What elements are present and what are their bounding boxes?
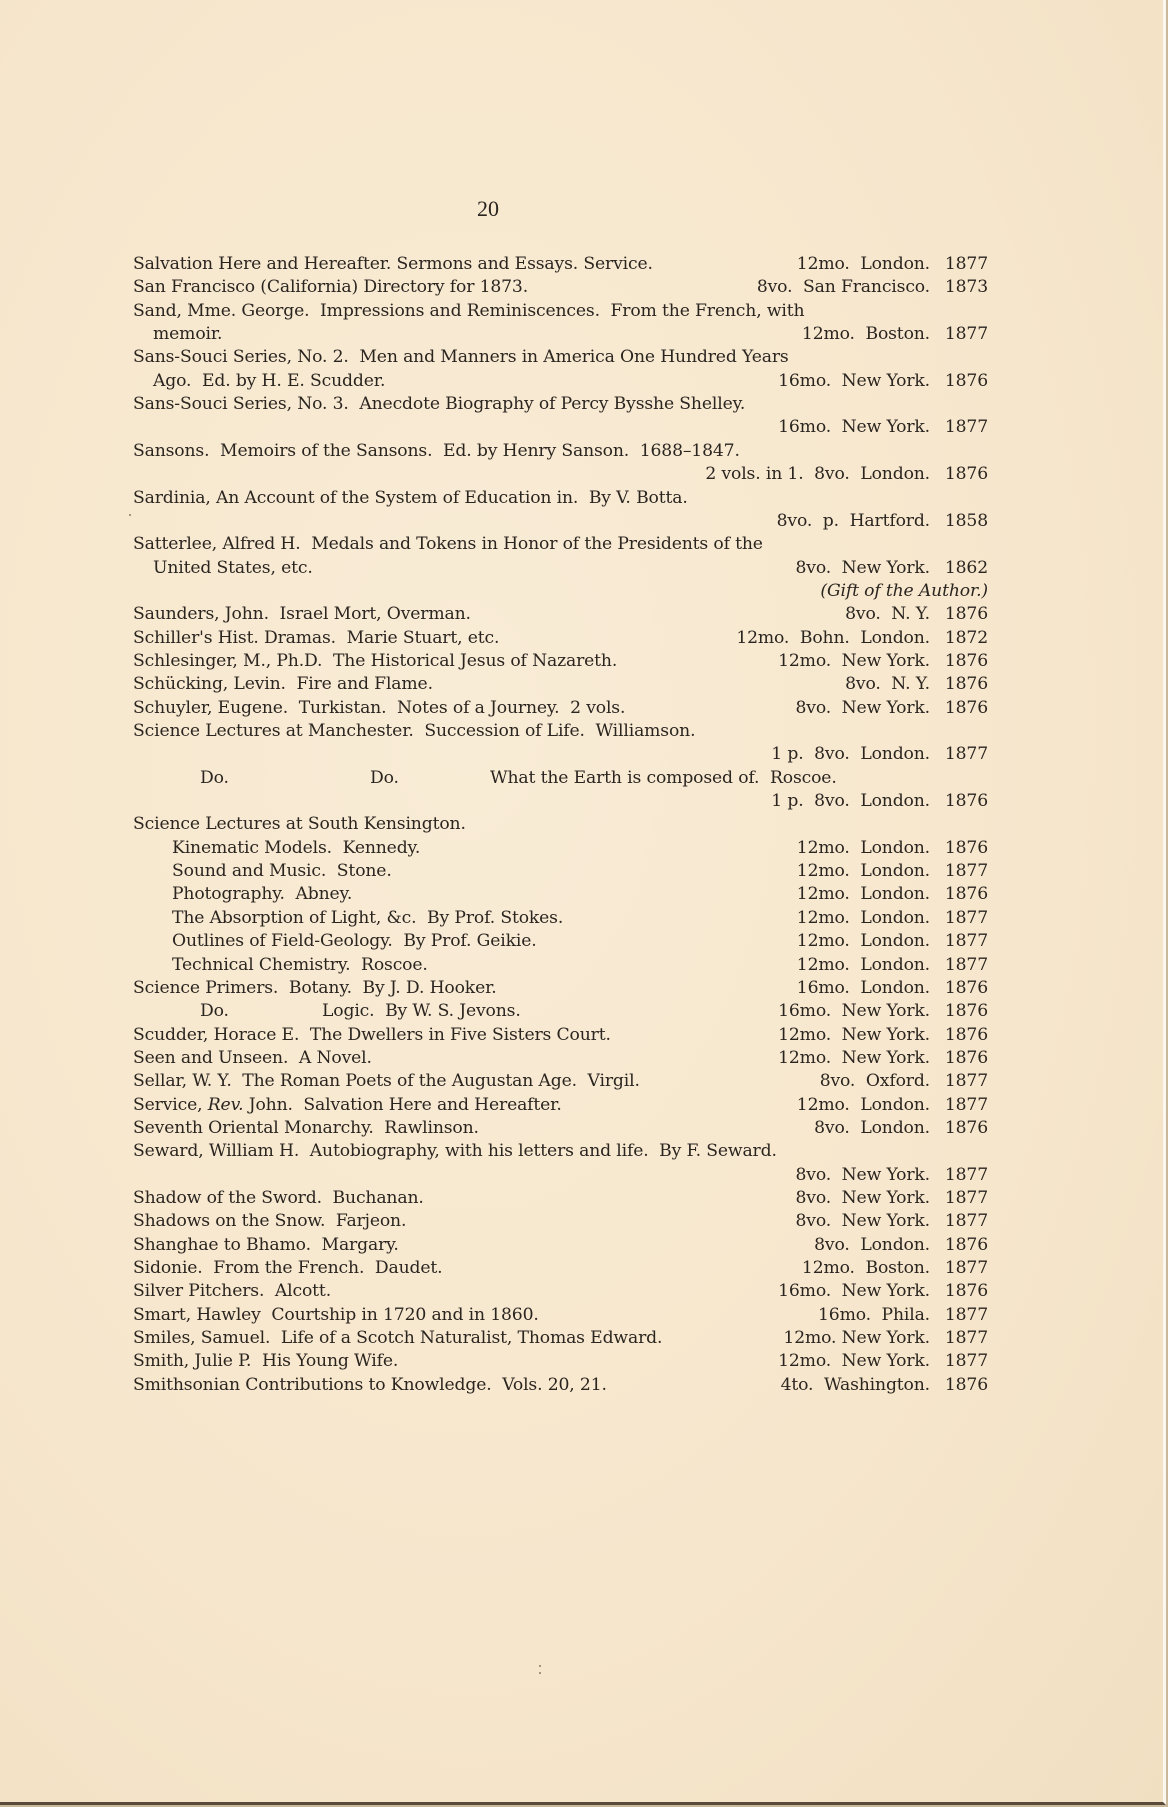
publication-info: 8vo. New York.: [795, 1211, 930, 1232]
catalog-line: [0, 931, 1163, 954]
catalog-line: [0, 674, 1163, 697]
entry-text: [153, 558, 313, 578]
publication-year: 1877: [944, 324, 988, 345]
catalog-line: [0, 955, 1163, 978]
catalog-line: [0, 1351, 1163, 1374]
entry-text-part: Smithsonian Contributions to Knowledge. Vols. 20, 21.: [133, 1374, 607, 1395]
publication-info: 12mo. London.: [796, 1094, 930, 1115]
entry-text: [133, 814, 466, 834]
entry-text: [133, 441, 740, 461]
publication-info: 12mo. New York.: [783, 1328, 930, 1349]
publication-year: 1877: [944, 1188, 988, 1208]
publication-info: 12mo. New York.: [778, 1024, 930, 1045]
entry-text: [133, 301, 804, 321]
entry-text-part: Silver Pitchers. Alcott.: [133, 1281, 332, 1302]
entry-text-part: Scudder, Horace E. The Dwellers in Five Sisters Court.: [133, 1024, 611, 1045]
publication-year: 1877: [944, 1258, 988, 1279]
entry-text: [133, 1305, 539, 1325]
entry-text: [172, 861, 392, 881]
entry-text: [133, 1351, 398, 1371]
entry-text-part: Science Primers. Botany. By J. D. Hooker.: [133, 977, 497, 998]
publication-year: 1876: [944, 884, 988, 905]
publication-year: 1876: [944, 674, 988, 695]
publication-info: 1 p. 8vo. London.: [771, 744, 930, 765]
publication-year: 1877: [944, 1328, 988, 1349]
publication-year: 1876: [944, 1047, 988, 1068]
title-abbrev: Rev.: [207, 1094, 244, 1115]
entry-text-part: Ago. Ed. by H. E. Scudder.: [153, 370, 386, 391]
ditto-mark: Do.: [200, 767, 229, 788]
catalog-line: [0, 1188, 1163, 1211]
catalog-line: [0, 301, 1163, 324]
catalog-line: [0, 1118, 1163, 1141]
publication-year: 1876: [944, 1234, 988, 1255]
publication-year: 1876: [944, 1117, 988, 1138]
publication-year: 1877: [944, 254, 988, 274]
entry-text: [172, 838, 420, 858]
publication-year: 1877: [944, 1211, 988, 1232]
entry-text-part: Sound and Music. Stone.: [172, 861, 392, 882]
entry-text-part: Seward, William H. Autobiography, with his letters and life. By F. Seward.: [133, 1141, 777, 1162]
catalog-line: [0, 394, 1163, 417]
entry-text: [133, 628, 499, 648]
publication-info: 12mo. Boston.: [801, 1258, 930, 1279]
publication-info: 16mo. New York.: [778, 417, 930, 438]
entry-text: [133, 277, 528, 297]
publication-year: 1876: [944, 977, 988, 998]
catalog-line: [0, 1375, 1163, 1398]
entry-text: [133, 534, 763, 554]
entry-text: [133, 1025, 611, 1045]
entry-text: [133, 1118, 479, 1138]
publication-year: 1877: [944, 931, 988, 952]
publication-year: 1876: [944, 1281, 988, 1302]
entry-text: [133, 604, 471, 624]
catalog-line: [0, 324, 1163, 347]
entry-text: [133, 488, 688, 508]
catalog-line: [0, 861, 1163, 884]
entry-text-part: Sellar, W. Y. The Roman Poets of the Augustan Age. Virgil.: [133, 1071, 640, 1092]
publication-info: 16mo. London.: [796, 977, 930, 998]
catalog-line: [0, 347, 1163, 370]
entry-text: [133, 254, 653, 274]
entry-text-part: Science Lectures at Manchester. Succession of Life. Williamson.: [133, 721, 696, 741]
catalog-line: [0, 534, 1163, 557]
entry-text: [133, 1211, 406, 1231]
catalog-line: [0, 254, 1163, 277]
entry-text: [133, 698, 625, 718]
entry-text: [133, 1141, 777, 1161]
entry-text: [133, 1281, 331, 1301]
entry-text: [153, 371, 385, 391]
entry-text: Logic. By W. S. Jevons.: [322, 1001, 521, 1022]
publication-year: 1876: [944, 697, 988, 718]
catalog-line: [0, 721, 1163, 744]
entry-text-part: Technical Chemistry. Roscoe.: [172, 954, 428, 975]
entry-text-part: Science Lectures at South Kensington.: [133, 814, 466, 835]
catalog-line: [0, 1281, 1163, 1304]
publication-info: 4to. Washington.: [780, 1374, 930, 1395]
catalog-line: [0, 371, 1163, 394]
publication-info: 12mo. London.: [796, 931, 930, 952]
entry-text-part: Smart, Hawley Courtship in 1720 and in 1860.: [133, 1304, 539, 1325]
entry-text-part: Smiles, Samuel. Life of a Scotch Naturalist, Thomas Edward.: [133, 1328, 663, 1349]
publication-info: 12mo. London.: [796, 254, 930, 274]
entry-text-part: Schuyler, Eugene. Turkistan. Notes of a Journey. 2 vols.: [133, 697, 626, 718]
entry-text: [133, 1188, 424, 1208]
paper-speck: [129, 514, 131, 516]
catalog-line: [0, 884, 1163, 907]
page-number: 20: [477, 196, 499, 221]
entry-text: [133, 1375, 607, 1395]
publication-info: 8vo. Oxford.: [819, 1071, 930, 1092]
entry-text: [172, 955, 428, 975]
catalog-line: [0, 511, 1163, 534]
publication-year: 1876: [944, 1374, 988, 1395]
entry-text-part: Saunders, John. Israel Mort, Overman.: [133, 604, 471, 625]
catalog-line: [0, 1328, 1163, 1351]
publication-info: 12mo. London.: [796, 861, 930, 882]
entry-text-part: Sans-Souci Series, No. 2. Men and Manners in America One Hundred Years: [133, 347, 789, 368]
publication-info: 16mo. New York.: [778, 370, 930, 391]
catalog-line: [0, 1001, 1163, 1024]
catalog-line: [0, 488, 1163, 511]
publication-info: 1 p. 8vo. London.: [771, 791, 930, 812]
entry-text: [133, 394, 745, 414]
catalog-line: [0, 698, 1163, 721]
entry-text: [153, 324, 222, 344]
catalog-line: [0, 1235, 1163, 1258]
catalog-line: [0, 744, 1163, 767]
catalog-line: [0, 791, 1163, 814]
publication-info: 12mo. London.: [796, 954, 930, 975]
gift-note: (Gift of the Author.): [820, 580, 988, 601]
entry-text-part: San Francisco (California) Directory for 1873.: [133, 277, 529, 298]
entry-text-part: Service,: [133, 1094, 208, 1115]
entry-text: [172, 908, 563, 928]
publication-info: 8vo. London.: [814, 1234, 930, 1255]
publication-info: 16mo. New York.: [778, 1001, 930, 1022]
publication-year: 1877: [944, 417, 988, 438]
entry-text-part: Sansons. Memoirs of the Sansons. Ed. by Henry Sanson. 1688–1847.: [133, 440, 740, 461]
entry-text-part: Sans-Souci Series, No. 3. Anecdote Biography of Percy Bysshe Shelley.: [133, 394, 746, 415]
catalog-line: [0, 768, 1163, 791]
catalog-line: [0, 838, 1163, 861]
entry-text-part: Sand, Mme. George. Impressions and Reminiscences. From the French, with: [133, 300, 805, 321]
publication-year: 1876: [944, 1024, 988, 1045]
publication-year: 1877: [944, 907, 988, 928]
catalog-line: [0, 1305, 1163, 1328]
publication-year: 1876: [944, 464, 988, 485]
publication-info: 8vo. New York.: [795, 697, 930, 718]
publication-year: 1877: [944, 744, 988, 765]
entry-text-part: John. Salvation Here and Hereafter.: [243, 1094, 562, 1115]
entry-text: [133, 1095, 562, 1115]
publication-info: 12mo. London.: [796, 884, 930, 905]
publication-info: 8vo. N. Y.: [845, 674, 930, 695]
entry-text: [133, 347, 789, 367]
catalog-line: [0, 1071, 1163, 1094]
publication-info: 8vo. San Francisco.: [756, 277, 930, 298]
entry-text-part: Schiller's Hist. Dramas. Marie Stuart, etc.: [133, 627, 500, 648]
entry-text-part: Schlesinger, M., Ph.D. The Historical Jesus of Nazareth.: [133, 650, 618, 671]
publication-info: 12mo. London.: [796, 907, 930, 928]
catalog-line: [0, 1165, 1163, 1188]
paper-speck: [539, 1665, 541, 1667]
entry-text-part: The Absorption of Light, &c. By Prof. Stokes.: [172, 907, 564, 928]
publication-year: 1876: [944, 1001, 988, 1022]
entry-text: [133, 1071, 640, 1091]
entry-text-part: Smith, Julie P. His Young Wife.: [133, 1351, 399, 1372]
publication-year: 1862: [944, 557, 988, 578]
catalog-line: [0, 417, 1163, 440]
publication-year: 1876: [944, 370, 988, 391]
publication-year: 1877: [944, 1071, 988, 1092]
publication-info: 12mo. Bohn. London.: [736, 627, 930, 648]
catalog-line: [0, 651, 1163, 674]
catalog-line: [0, 604, 1163, 627]
catalog-line: [0, 464, 1163, 487]
ditto-mark: Do.: [370, 767, 399, 788]
catalog-line: [0, 277, 1163, 300]
catalog-line: [0, 1048, 1163, 1071]
publication-year: 1876: [944, 650, 988, 671]
entry-text-part: Photography. Abney.: [172, 884, 353, 905]
entry-text-part: Schücking, Levin. Fire and Flame.: [133, 674, 433, 695]
entry-text-part: Seventh Oriental Monarchy. Rawlinson.: [133, 1117, 479, 1138]
entry-text-part: Salvation Here and Hereafter. Sermons and Essays. Service.: [133, 254, 653, 274]
catalog-line: [0, 978, 1163, 1001]
catalog-line: [0, 1211, 1163, 1234]
entry-text-part: Kinematic Models. Kennedy.: [172, 837, 421, 858]
catalog-line: [0, 1141, 1163, 1164]
entry-text: [172, 931, 537, 951]
publication-info: 12mo. New York.: [778, 1047, 930, 1068]
entry-text-part: Shadows on the Snow. Farjeon.: [133, 1211, 407, 1232]
publication-year: 1877: [944, 954, 988, 975]
entry-text: [133, 978, 497, 998]
entry-text-part: Shanghae to Bhamo. Margary.: [133, 1234, 399, 1255]
entry-text-part: Sardinia, An Account of the System of Education in. By V. Botta.: [133, 487, 688, 508]
publication-year: 1877: [944, 1094, 988, 1115]
publication-year: 1876: [944, 604, 988, 625]
publication-year: 1858: [944, 510, 988, 531]
entry-text-part: United States, etc.: [153, 557, 313, 578]
entry-text-part: memoir.: [153, 324, 223, 345]
publication-info: 8vo. New York.: [795, 1164, 930, 1185]
publication-year: 1877: [944, 1351, 988, 1372]
ditto-mark: Do.: [200, 1001, 229, 1022]
entry-text: [133, 674, 433, 694]
publication-year: 1873: [944, 277, 988, 298]
publication-info: 2 vols. in 1. 8vo. London.: [705, 464, 930, 485]
entry-text: [133, 721, 695, 741]
publication-info: 12mo. New York.: [778, 650, 930, 671]
paper-speck: [539, 1672, 541, 1674]
entry-text-part: Satterlee, Alfred H. Medals and Tokens in Honor of the Presidents of the: [133, 534, 763, 555]
publication-info: 8vo. N. Y.: [845, 604, 930, 625]
publication-info: 8vo. p. Hartford.: [776, 510, 930, 531]
entry-text: [133, 651, 617, 671]
catalog-line: [0, 908, 1163, 931]
entry-text-part: Outlines of Field-Geology. By Prof. Geikie.: [172, 931, 537, 952]
publication-info: 16mo. Phila.: [818, 1304, 930, 1325]
entry-text: [133, 1235, 399, 1255]
catalog-line: [0, 814, 1163, 837]
publication-info: 12mo. New York.: [778, 1351, 930, 1372]
catalog-line: [0, 441, 1163, 464]
catalog-line: [0, 1095, 1163, 1118]
publication-info: 8vo. New York.: [795, 557, 930, 578]
publication-info: 12mo. London.: [796, 837, 930, 858]
entry-text-part: Shadow of the Sword. Buchanan.: [133, 1188, 424, 1208]
publication-info: 12mo. Boston.: [801, 324, 930, 345]
catalog-line: [0, 628, 1163, 651]
catalog-line: [0, 581, 1163, 604]
catalog-line: [0, 1258, 1163, 1281]
entry-text: [133, 1328, 662, 1348]
catalog-line: [0, 1025, 1163, 1048]
entry-text-part: Seen and Unseen. A Novel.: [133, 1047, 372, 1068]
entry-text: [133, 1048, 372, 1068]
catalog-line: [0, 558, 1163, 581]
entry-text-part: Sidonie. From the French. Daudet.: [133, 1258, 443, 1279]
entry-text: [172, 884, 352, 904]
publication-year: 1876: [944, 791, 988, 812]
publication-year: 1877: [944, 1304, 988, 1325]
publication-info: 8vo. New York.: [795, 1188, 930, 1208]
publication-info: 16mo. New York.: [778, 1281, 930, 1302]
publication-year: 1872: [944, 627, 988, 648]
publication-year: 1877: [944, 1164, 988, 1185]
publication-info: 8vo. London.: [814, 1117, 930, 1138]
publication-year: 1876: [944, 837, 988, 858]
entry-text: [133, 1258, 442, 1278]
publication-year: 1877: [944, 861, 988, 882]
entry-text: What the Earth is composed of. Roscoe.: [490, 767, 837, 788]
